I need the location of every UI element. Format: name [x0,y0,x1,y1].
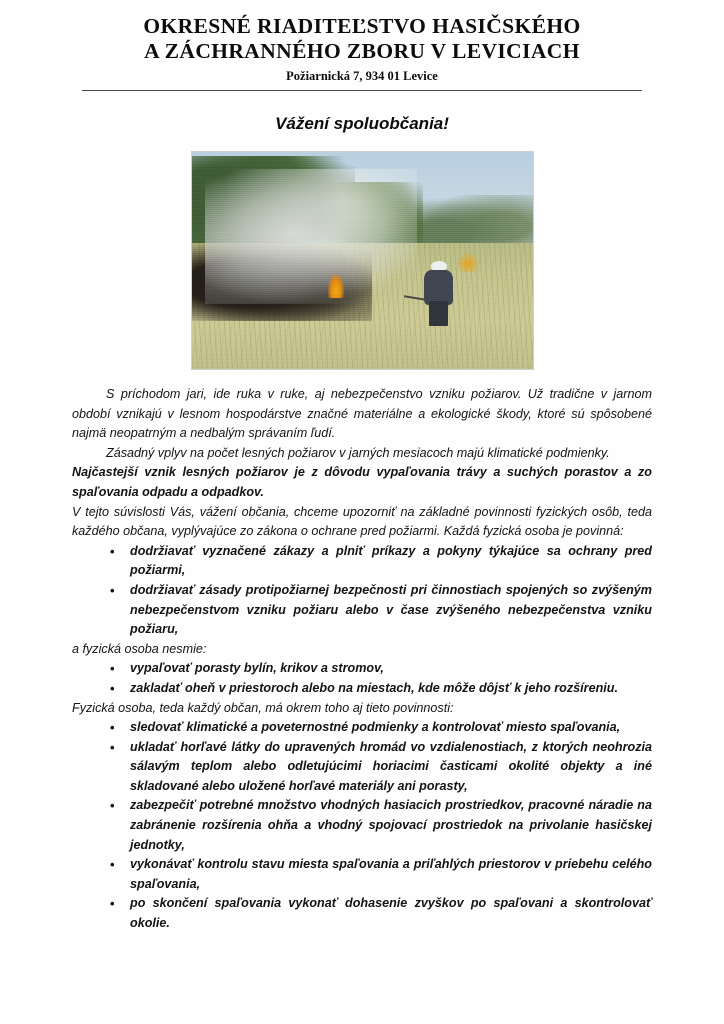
photo-container [0,152,724,369]
list-item: • ukladať horľavé látky do upravených hromád vo vzdialenostiach, z ktorých neohrozia sálavým teplom alebo odletujúcimi horiacimi časticami okolité objekty a iné skladované alebo uložené horľavé materiály ani porasty, [72,738,652,797]
paragraph-prohibitions-lead: a fyzická osoba nesmie: [72,641,207,656]
paragraph-intro: S príchodom jari, ide ruka v ruke, aj nebezpečenstvo vzniku požiarov. Už tradične v jarnom období vznikajú v lesnom hospodárstve značné materiálne a ekologické škody, ktoré sú spôsobené najmä neopatrným a nedbalým správaním ľudí. [72,387,652,441]
letterhead [0,0,724,91]
prohibitions-list [72,659,652,698]
list-item: • zabezpečiť potrebné množstvo vhodných hasiacich prostriedkov, pracovné náradie na zabránenie rozšírenia ohňa a vhodný spojovací prostriedok na privolanie hasičskej jednotky, [72,796,652,855]
paragraph-legal-intro: V tejto súvislosti Vás, vážení občania, chceme upozorniť na základné povinnosti fyzických osôb, teda každého občana, vyplývajúce zo zákona o ochrane pred požiarmi. Každá fyzická osoba je povinná: [72,504,652,539]
paragraph-climate: Zásadný vplyv na počet lesných požiarov v jarných mesiacoch majú klimatické podmienky. [106,445,610,460]
list-item: • dodržiavať zásady protipožiarnej bezpečnosti pri činnostiach spojených so zvýšeným nebezpečenstvom vzniku požiaru alebo v čase zvýšeného nebezpečenstva vzniku požiaru, [72,581,652,640]
list-item: • vykonávať kontrolu stavu miesta spaľovania a priľahlých priestorov v priebehu celého spaľovania, [72,855,652,894]
salutation-heading: Vážení spoluobčania! [275,114,449,133]
list-item: • dodržiavať vyznačené zákazy a plniť príkazy a pokyny týkajúce sa ochrany pred požiarmi, [72,542,652,581]
list-item: • zakladať oheň v priestoroch alebo na miestach, kde môže dôjsť k jeho rozšíreniu. [72,679,652,699]
list-item: • vypaľovať porasty bylín, krikov a stromov, [72,659,652,679]
paragraph-additional-lead: Fyzická osoba, teda každý občan, má okrem toho aj tieto povinnosti: [72,700,454,715]
organization-address: Požiarnická 7, 934 01 Levice [286,69,438,83]
document-body [72,369,652,934]
additional-duties-list [72,718,652,934]
header-divider [82,90,642,91]
wildfire-photo [192,152,533,369]
list-item: • po skončení spaľovania vykonať dohasenie zvyškov po spaľovani a skontrolovať okolie. [72,894,652,933]
photo-grain-overlay [192,152,533,369]
paragraph-main-cause: Najčastejší vznik lesných požiarov je z dôvodu vypaľovania trávy a suchých porastov a zo spaľovania odpadu a odpadkov. [72,465,652,499]
organization-name-line1: OKRESNÉ RIADITEĽSTVO HASIČSKÉHO [143,14,581,38]
organization-name-line2: A ZÁCHRANNÉHO ZBORU V LEVICIACH [144,39,580,63]
list-item: • sledovať klimatické a poveternostné podmienky a kontrolovať miesto spaľovania, [72,718,652,738]
duties-list [72,542,652,640]
